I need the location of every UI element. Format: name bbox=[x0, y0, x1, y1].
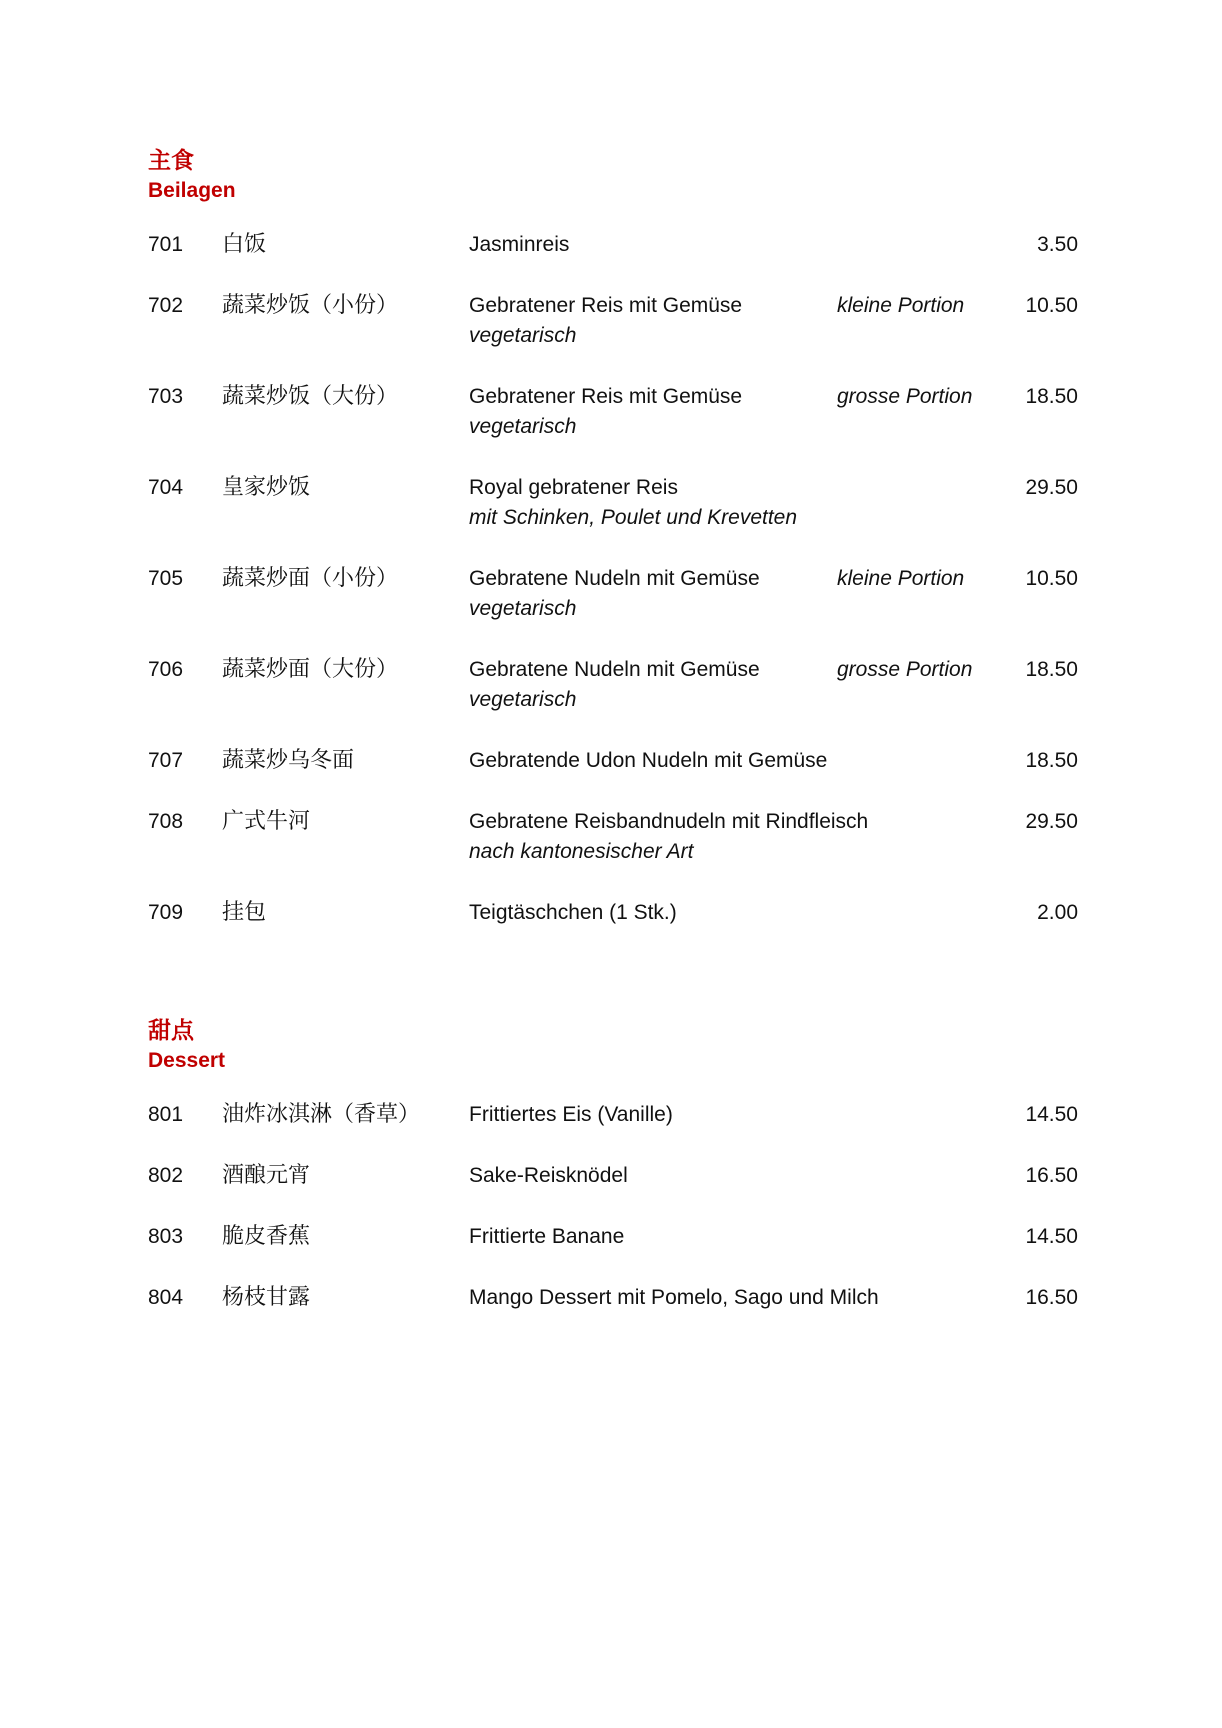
item-portion: grosse Portion bbox=[837, 658, 973, 681]
item-portion: kleine Portion bbox=[837, 294, 965, 317]
item-price: 29.50 bbox=[1025, 810, 1078, 833]
item-price: 29.50 bbox=[1025, 476, 1078, 499]
item-price: 18.50 bbox=[1025, 385, 1078, 408]
item-number: 704 bbox=[148, 476, 184, 499]
item-description: Mango Dessert mit Pomelo, Sago und Milch bbox=[469, 1286, 879, 1309]
item-price: 16.50 bbox=[1025, 1286, 1078, 1309]
menu-item-row bbox=[148, 1222, 1078, 1283]
item-description: Teigtäschchen (1 Stk.) bbox=[469, 901, 677, 924]
item-description: Jasminreis bbox=[469, 233, 570, 256]
section-title-de: Dessert bbox=[148, 1049, 226, 1072]
item-price: 18.50 bbox=[1025, 658, 1078, 681]
item-note: mit Schinken, Poulet und Krevetten bbox=[469, 506, 798, 529]
item-number: 707 bbox=[148, 749, 184, 772]
item-number: 705 bbox=[148, 567, 184, 590]
item-note: vegetarisch bbox=[469, 415, 577, 438]
menu-item-row bbox=[148, 655, 1078, 746]
item-name-zh: 蔬菜炒乌冬面 bbox=[222, 748, 355, 773]
item-price: 14.50 bbox=[1025, 1103, 1078, 1126]
item-name-zh: 白饭 bbox=[222, 232, 267, 257]
item-list bbox=[148, 1100, 1078, 1344]
item-list bbox=[148, 230, 1078, 959]
item-name-zh: 油炸冰淇淋（香草） bbox=[222, 1102, 421, 1127]
item-name-zh: 皇家炒饭 bbox=[222, 475, 311, 500]
item-description: Frittiertes Eis (Vanille) bbox=[469, 1103, 673, 1126]
item-note: nach kantonesischer Art bbox=[469, 840, 694, 863]
item-number: 801 bbox=[148, 1103, 184, 1126]
item-note: vegetarisch bbox=[469, 688, 577, 711]
item-number: 708 bbox=[148, 810, 184, 833]
item-description: Gebratener Reis mit Gemüse bbox=[469, 294, 743, 317]
menu-item-row bbox=[148, 230, 1078, 291]
item-number: 702 bbox=[148, 294, 184, 317]
item-number: 701 bbox=[148, 233, 184, 256]
item-description: Gebratener Reis mit Gemüse bbox=[469, 385, 743, 408]
item-price: 10.50 bbox=[1025, 294, 1078, 317]
item-price: 18.50 bbox=[1025, 749, 1078, 772]
item-number: 802 bbox=[148, 1164, 184, 1187]
item-note: vegetarisch bbox=[469, 324, 577, 347]
menu-item-row bbox=[148, 291, 1078, 382]
item-note: vegetarisch bbox=[469, 597, 577, 620]
item-name-zh: 杨枝甘露 bbox=[222, 1285, 311, 1310]
section-dessert bbox=[148, 1016, 1078, 1344]
item-name-zh: 脆皮香蕉 bbox=[222, 1224, 311, 1249]
item-description: Royal gebratener Reis bbox=[469, 476, 678, 499]
item-number: 709 bbox=[148, 901, 184, 924]
item-portion: kleine Portion bbox=[837, 567, 965, 590]
item-portion: grosse Portion bbox=[837, 385, 973, 408]
item-name-zh: 蔬菜炒面（小份） bbox=[222, 566, 399, 591]
item-description: Frittierte Banane bbox=[469, 1225, 625, 1248]
item-name-zh: 蔬菜炒面（大份） bbox=[222, 657, 399, 682]
item-number: 803 bbox=[148, 1225, 184, 1248]
item-number: 804 bbox=[148, 1286, 184, 1309]
menu-item-row bbox=[148, 382, 1078, 473]
item-price: 10.50 bbox=[1025, 567, 1078, 590]
menu-item-row bbox=[148, 1161, 1078, 1222]
item-price: 2.00 bbox=[1037, 901, 1078, 924]
item-description: Gebratende Udon Nudeln mit Gemüse bbox=[469, 749, 828, 772]
menu-item-row bbox=[148, 473, 1078, 564]
item-description: Gebratene Nudeln mit Gemüse bbox=[469, 567, 760, 590]
item-number: 706 bbox=[148, 658, 184, 681]
section-title-zh: 主食 bbox=[148, 148, 194, 174]
item-price: 14.50 bbox=[1025, 1225, 1078, 1248]
item-name-zh: 蔬菜炒饭（大份） bbox=[222, 384, 399, 409]
item-description: Gebratene Reisbandnudeln mit Rindfleisch bbox=[469, 810, 869, 833]
menu-item-row bbox=[148, 807, 1078, 898]
menu-item-row bbox=[148, 1100, 1078, 1161]
item-name-zh: 广式牛河 bbox=[222, 809, 311, 834]
item-number: 703 bbox=[148, 385, 184, 408]
item-name-zh: 酒酿元宵 bbox=[222, 1163, 311, 1188]
item-name-zh: 挂包 bbox=[222, 900, 267, 925]
section-title-zh: 甜点 bbox=[148, 1018, 194, 1044]
menu-item-row bbox=[148, 564, 1078, 655]
menu-item-row bbox=[148, 1283, 1078, 1344]
menu-item-row bbox=[148, 898, 1078, 959]
item-description: Sake-Reisknödel bbox=[469, 1164, 628, 1187]
section-title-de: Beilagen bbox=[148, 179, 236, 202]
item-price: 16.50 bbox=[1025, 1164, 1078, 1187]
item-name-zh: 蔬菜炒饭（小份） bbox=[222, 293, 399, 318]
item-price: 3.50 bbox=[1037, 233, 1078, 256]
section-beilagen bbox=[148, 146, 1078, 959]
menu-item-row bbox=[148, 746, 1078, 807]
item-description: Gebratene Nudeln mit Gemüse bbox=[469, 658, 760, 681]
